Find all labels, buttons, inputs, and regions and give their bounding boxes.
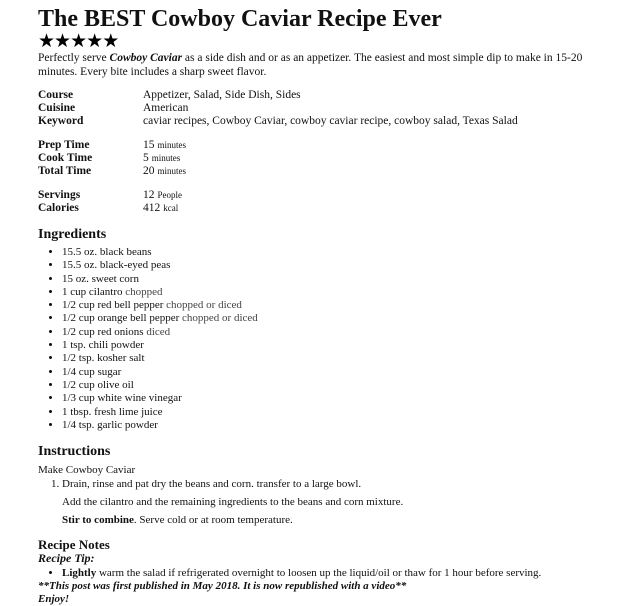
ingredients-heading: Ingredients: [38, 227, 107, 242]
ingredient-note: chopped: [125, 285, 163, 298]
meta-unit: minutes: [151, 153, 181, 163]
tip-item: • Lightly warm the salad if refrigerated overnight to loosen up the liquid/oil or thaw for 1 hour before serving.: [62, 567, 620, 580]
meta-label: Cuisine: [38, 102, 76, 114]
enjoy-note: Enjoy!: [38, 593, 70, 606]
instructions-subheading: Make Cowboy Caviar: [38, 464, 136, 477]
tips-list: [38, 567, 620, 580]
meta-label: Course: [38, 89, 74, 101]
ingredient-item: • 1/2 tsp. kosher salt: [62, 352, 620, 365]
star-icon: ★: [70, 31, 87, 52]
ingredient-item: • 1 tbsp. fresh lime juice: [62, 406, 620, 419]
ingredient-note: chopped or diced: [182, 312, 258, 325]
summary-emphasis: Cowboy Caviar: [109, 52, 183, 64]
ingredient-item: • 15 oz. sweet corn: [62, 273, 620, 286]
star-icon: ★: [102, 31, 119, 52]
ingredient-item: • 1/3 cup white wine vinegar: [62, 392, 620, 405]
meta-label: Calories: [38, 202, 79, 214]
meta-label: Servings: [38, 189, 81, 201]
ingredient-item: • 15.5 oz. black-eyed peas: [62, 259, 620, 272]
ingredient-note: diced: [146, 325, 171, 338]
instruction-step: 1. Drain, rinse and pat dry the beans and corn. transfer to a large bowl.: [62, 477, 620, 491]
meta-keyword: [38, 115, 620, 128]
ingredient-item: • 1/2 cup red bell pepper chopped or diced: [62, 299, 620, 312]
meta-label: Total Time: [38, 165, 92, 177]
ingredient-item: • 1/2 cup orange bell pepper chopped or diced: [62, 312, 620, 325]
meta-value: 5: [143, 152, 149, 164]
ingredient-item: • 1/4 cup sugar: [62, 366, 620, 379]
instructions-list: [38, 477, 620, 491]
recipe-title: The BEST Cowboy Caviar Recipe Ever: [38, 6, 442, 32]
instruction-paragraph: Add the cilantro and the remaining ingredients to the beans and corn mixture.: [62, 496, 404, 509]
star-icon: ★: [54, 31, 71, 52]
meta-value: 412: [143, 202, 161, 214]
notes-heading: Recipe Notes: [38, 537, 110, 553]
tip-heading: Recipe Tip:: [38, 551, 95, 566]
ingredient-item: • 1/2 cup red onions diced: [62, 326, 620, 339]
ingredient-item: • 15.5 oz. black beans: [62, 246, 620, 259]
ingredients-list: [38, 246, 620, 432]
meta-unit: minutes: [157, 140, 186, 150]
meta-value: 12: [143, 189, 155, 201]
meta-cook-time: [38, 152, 620, 165]
meta-prep-time: [38, 139, 620, 152]
ingredient-item: • 1 tsp. chili powder: [62, 339, 620, 352]
ingredient-item: • 1/4 tsp. garlic powder: [62, 419, 620, 432]
meta-value: 20: [143, 165, 155, 177]
instruction-paragraph: Stir to combine. Serve cold or at room temperature.: [62, 514, 293, 527]
meta-total-time: [38, 165, 620, 178]
recipe-meta: [38, 89, 620, 215]
star-rating[interactable]: [38, 33, 620, 50]
recipe-summary: Perfectly serve Cowboy Caviar as a side dish and or as an appetizer. The easiest and most simple dip to make in 15-20 minutes. Every bite includes a sharp sweet flavor.: [38, 52, 583, 78]
ingredient-note: chopped or diced: [166, 299, 242, 312]
instructions-heading: Instructions: [38, 444, 111, 460]
meta-value: caviar recipes, Cowboy Caviar, cowboy caviar recipe, cowboy salad, Texas Salad: [143, 115, 518, 127]
meta-unit: People: [157, 190, 182, 200]
ingredient-item: • 1 cup cilantro chopped: [62, 286, 620, 299]
meta-course: [38, 89, 620, 102]
meta-unit: minutes: [157, 166, 186, 176]
meta-label: Keyword: [38, 115, 84, 127]
meta-value: American: [143, 102, 189, 114]
meta-calories: [38, 202, 620, 215]
meta-cuisine: [38, 102, 620, 115]
meta-servings: [38, 189, 620, 202]
meta-label: Cook Time: [38, 152, 93, 164]
published-note: **This post was first published in May 2018. It is now republished with a video**: [38, 580, 407, 593]
meta-unit: kcal: [163, 203, 179, 213]
instruction-emphasis: Stir to combine: [62, 514, 134, 527]
ingredient-item: • 1/2 cup olive oil: [62, 379, 620, 392]
meta-label: Prep Time: [38, 139, 90, 151]
star-icon: ★: [86, 31, 103, 52]
meta-value: 15: [143, 139, 155, 151]
star-icon: ★: [38, 31, 55, 52]
meta-value: Appetizer, Salad, Side Dish, Sides: [143, 89, 301, 101]
